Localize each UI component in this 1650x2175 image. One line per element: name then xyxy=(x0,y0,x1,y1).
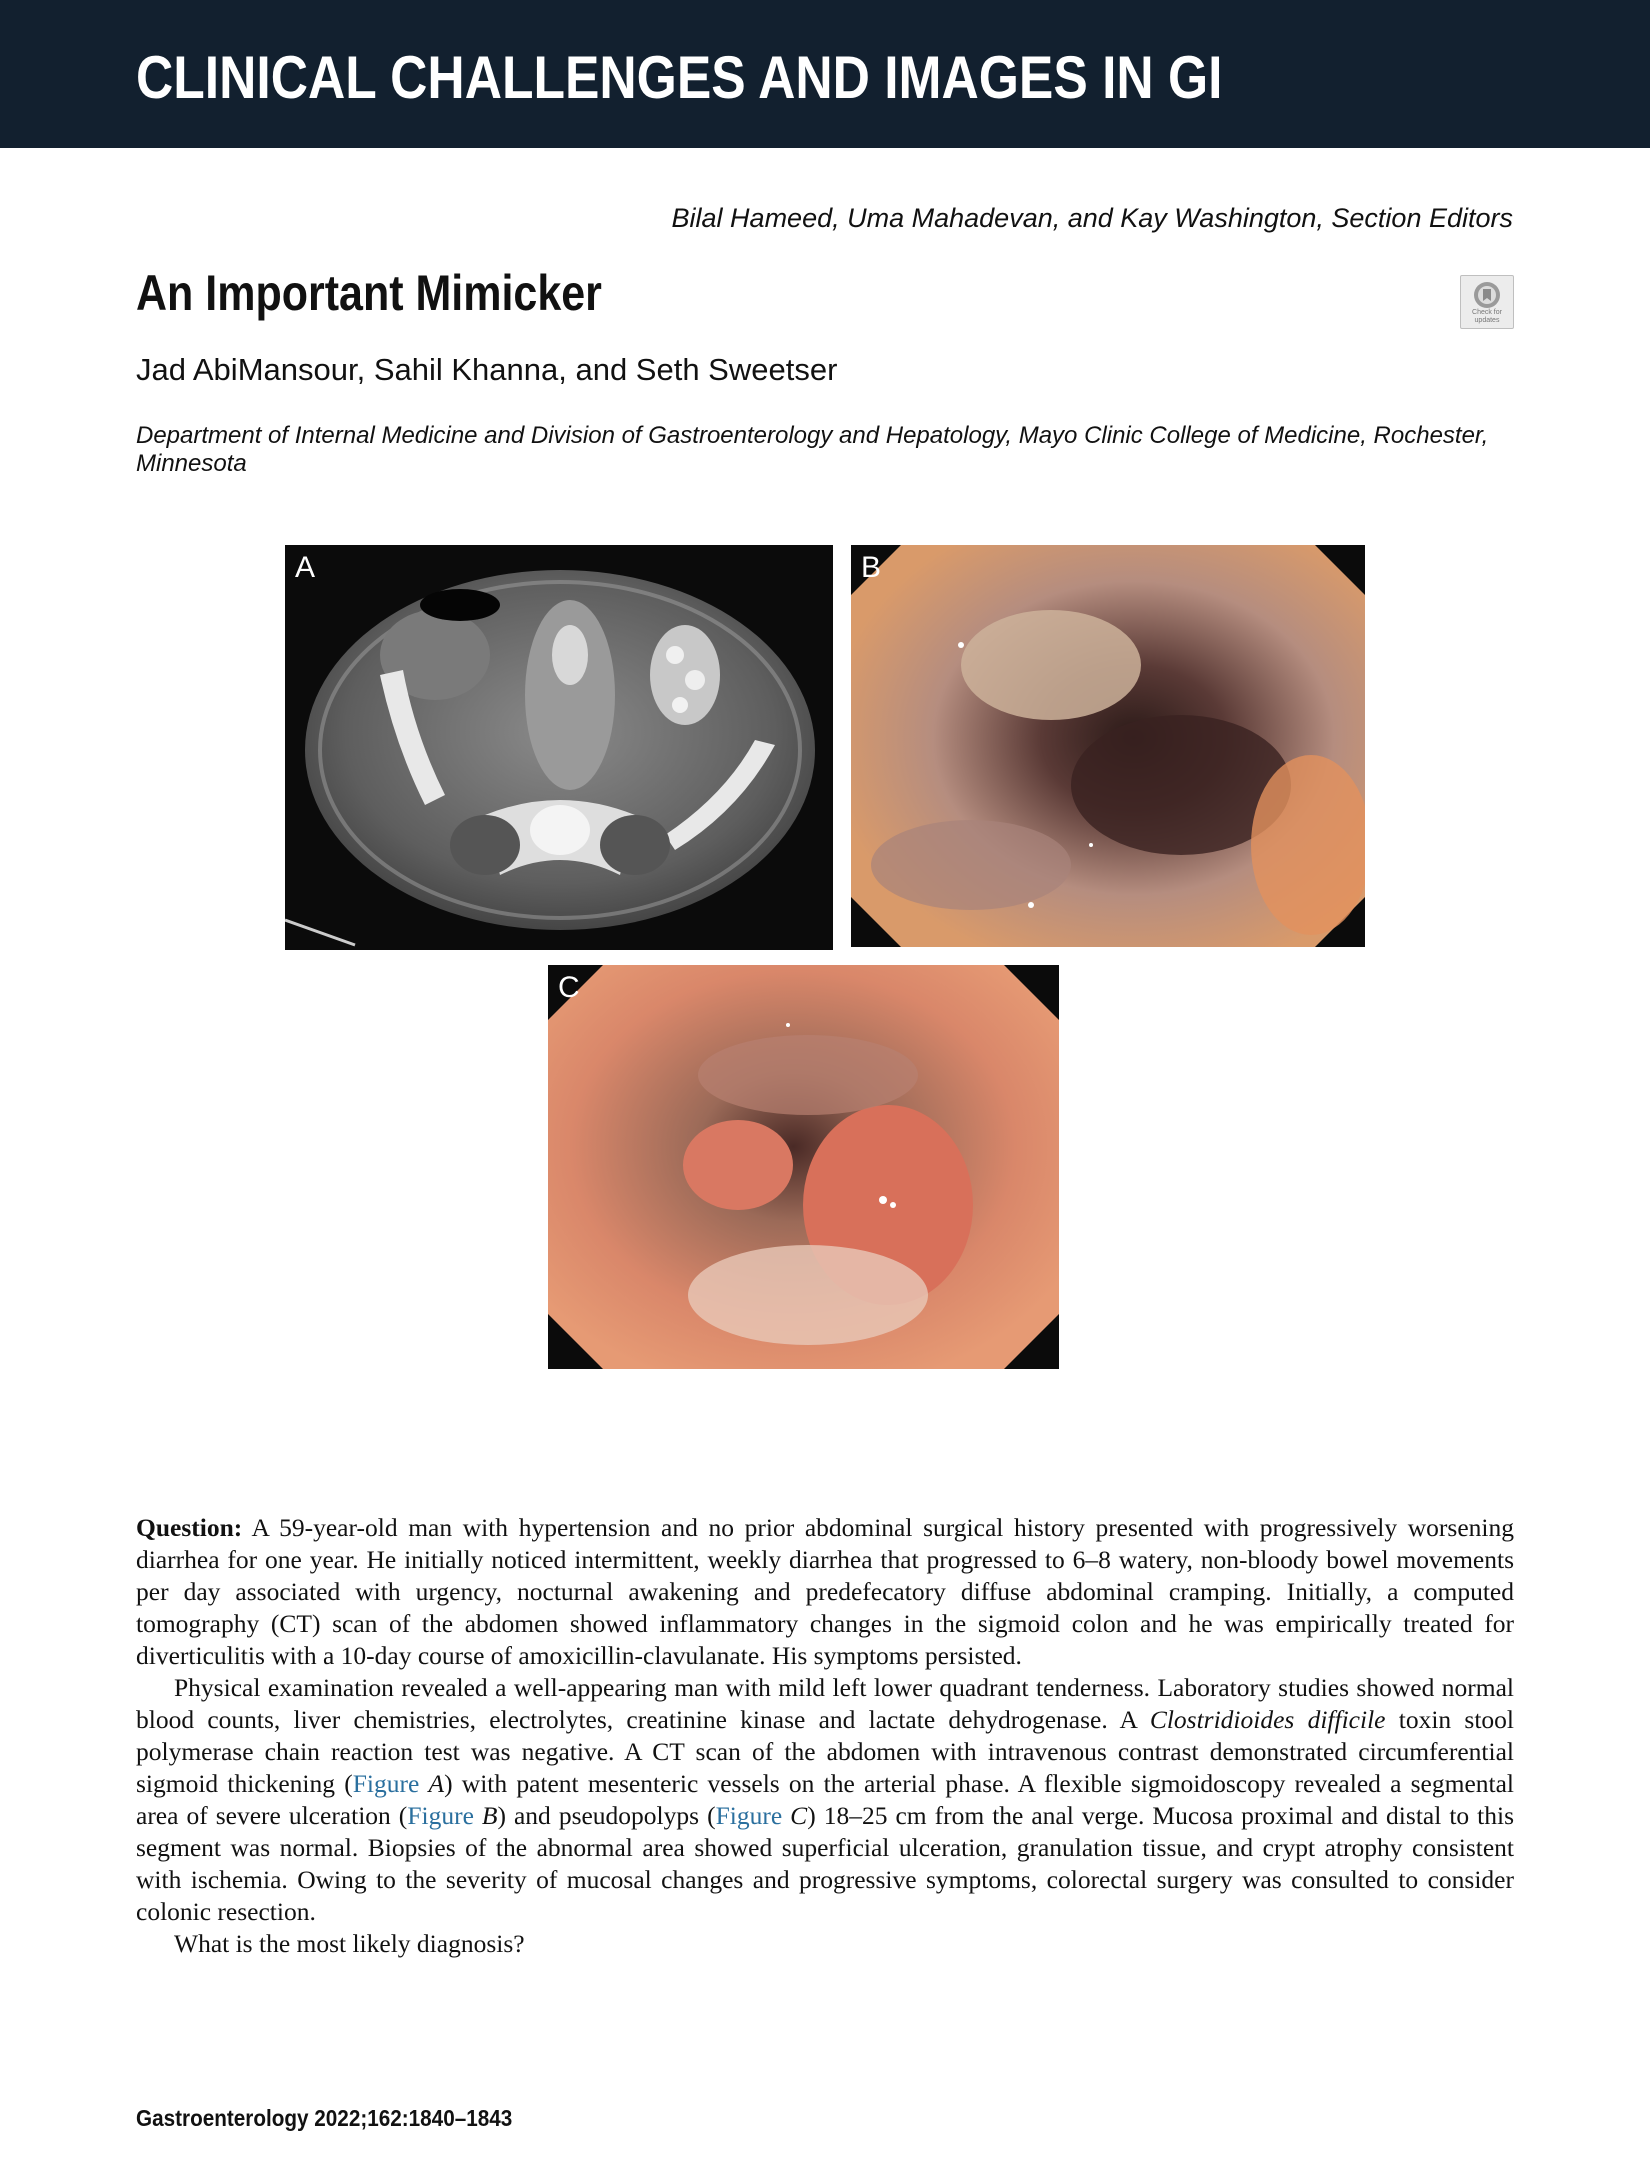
exam-text-5: ) 18–25 cm from the anal verge. Mucosa proximal and distal to this segment was normal. Biopsies of the abnormal area showed superficial ulceration, granulation tissue, and crypt atrophy consistent with ischemia. Owing to the severity of mucosal changes and progressive symptoms, colorectal surgery was consulted to consider colonic resection. xyxy=(136,1801,1515,1926)
figure-a-ct-scan xyxy=(285,545,833,950)
figure-c-label: C xyxy=(558,971,580,1004)
article-authors: Jad AbiMansour, Sahil Khanna, and Seth Sweetser xyxy=(136,352,838,387)
figure-c-link[interactable]: Figure xyxy=(715,1801,783,1830)
body-paragraph-question xyxy=(136,1512,1514,1672)
bookmark-icon xyxy=(1473,281,1501,309)
body-paragraph-exam xyxy=(136,1672,1514,1928)
section-banner xyxy=(0,0,1650,148)
figure-c-letter: C xyxy=(790,1801,808,1830)
body-paragraph-question-prompt: What is the most likely diagnosis? xyxy=(174,1929,525,1958)
figure-b-link[interactable]: Figure xyxy=(407,1801,474,1830)
figure-a-link[interactable]: Figure xyxy=(352,1769,420,1798)
question-text: A 59-year-old man with hypertension and no prior abdominal surgical history presented with progressively worsening diarrhea for one year. He initially noticed intermittent, weekly diarrhea that progressed to 6–8 watery, non-bloody bowel movements per day associated with urgency, nocturnal awakening and predefecatory diffuse abdominal cramping. Initially, a computed tomography (CT) scan of the abdomen showed inflammatory changes in the sigmoid colon and he was empirically treated for diverticulitis with a 10-day course of amoxicillin-clavulanate. His symptoms persisted. xyxy=(136,1513,1514,1670)
figure-b-letter: B xyxy=(481,1801,498,1830)
exam-text-2: toxin stool polymerase chain reaction test was negative. A CT scan of the abdomen with intravenous contrast demonstrated circumferential sigmoid thickening ( xyxy=(136,1705,1514,1798)
section-title: CLINICAL CHALLENGES AND IMAGES IN GI xyxy=(136,44,1223,111)
question-lead: Question: xyxy=(136,1513,243,1542)
organism-name: Clostridioides difficile xyxy=(1149,1705,1386,1734)
figure-c-endoscopy xyxy=(548,965,1059,1369)
check-for-updates-badge[interactable] xyxy=(1460,275,1514,329)
figure-b-label: B xyxy=(861,551,882,584)
check-for-updates-label: Check for updates xyxy=(1472,309,1502,324)
author-affiliation: Department of Internal Medicine and Division of Gastroenterology and Hepatology, Mayo Clinic College of Medicine, Rochester, Minnesota xyxy=(136,422,1489,477)
article-body xyxy=(136,1512,1514,1960)
figure-b-endoscopy xyxy=(851,545,1365,947)
exam-text-1: Physical examination revealed a well-appearing man with mild left lower quadrant tenderness. Laboratory studies showed normal blood counts, liver chemistries, electrolytes, creatinine kinase and lactate dehydrogenase. A xyxy=(136,1673,1514,1734)
exam-text-3: ) with patent mesenteric vessels on the arterial phase. A flexible sigmoidoscopy revealed a segmental area of severe ulceration ( xyxy=(136,1769,1514,1830)
article-title: An Important Mimicker xyxy=(136,265,602,321)
section-editors: Bilal Hameed, Uma Mahadevan, and Kay Washington, Section Editors xyxy=(671,203,1513,233)
exam-text-4: ) and pseudopolyps ( xyxy=(497,1801,716,1830)
ct-scan-image xyxy=(285,545,833,950)
figure-a-letter: A xyxy=(428,1769,445,1798)
endoscopy-ulceration-image xyxy=(851,545,1365,947)
journal-citation: Gastroenterology 2022;162:1840–1843 xyxy=(136,2105,513,2131)
figure-a-label: A xyxy=(295,551,316,584)
endoscopy-pseudopolyps-image xyxy=(548,965,1059,1369)
